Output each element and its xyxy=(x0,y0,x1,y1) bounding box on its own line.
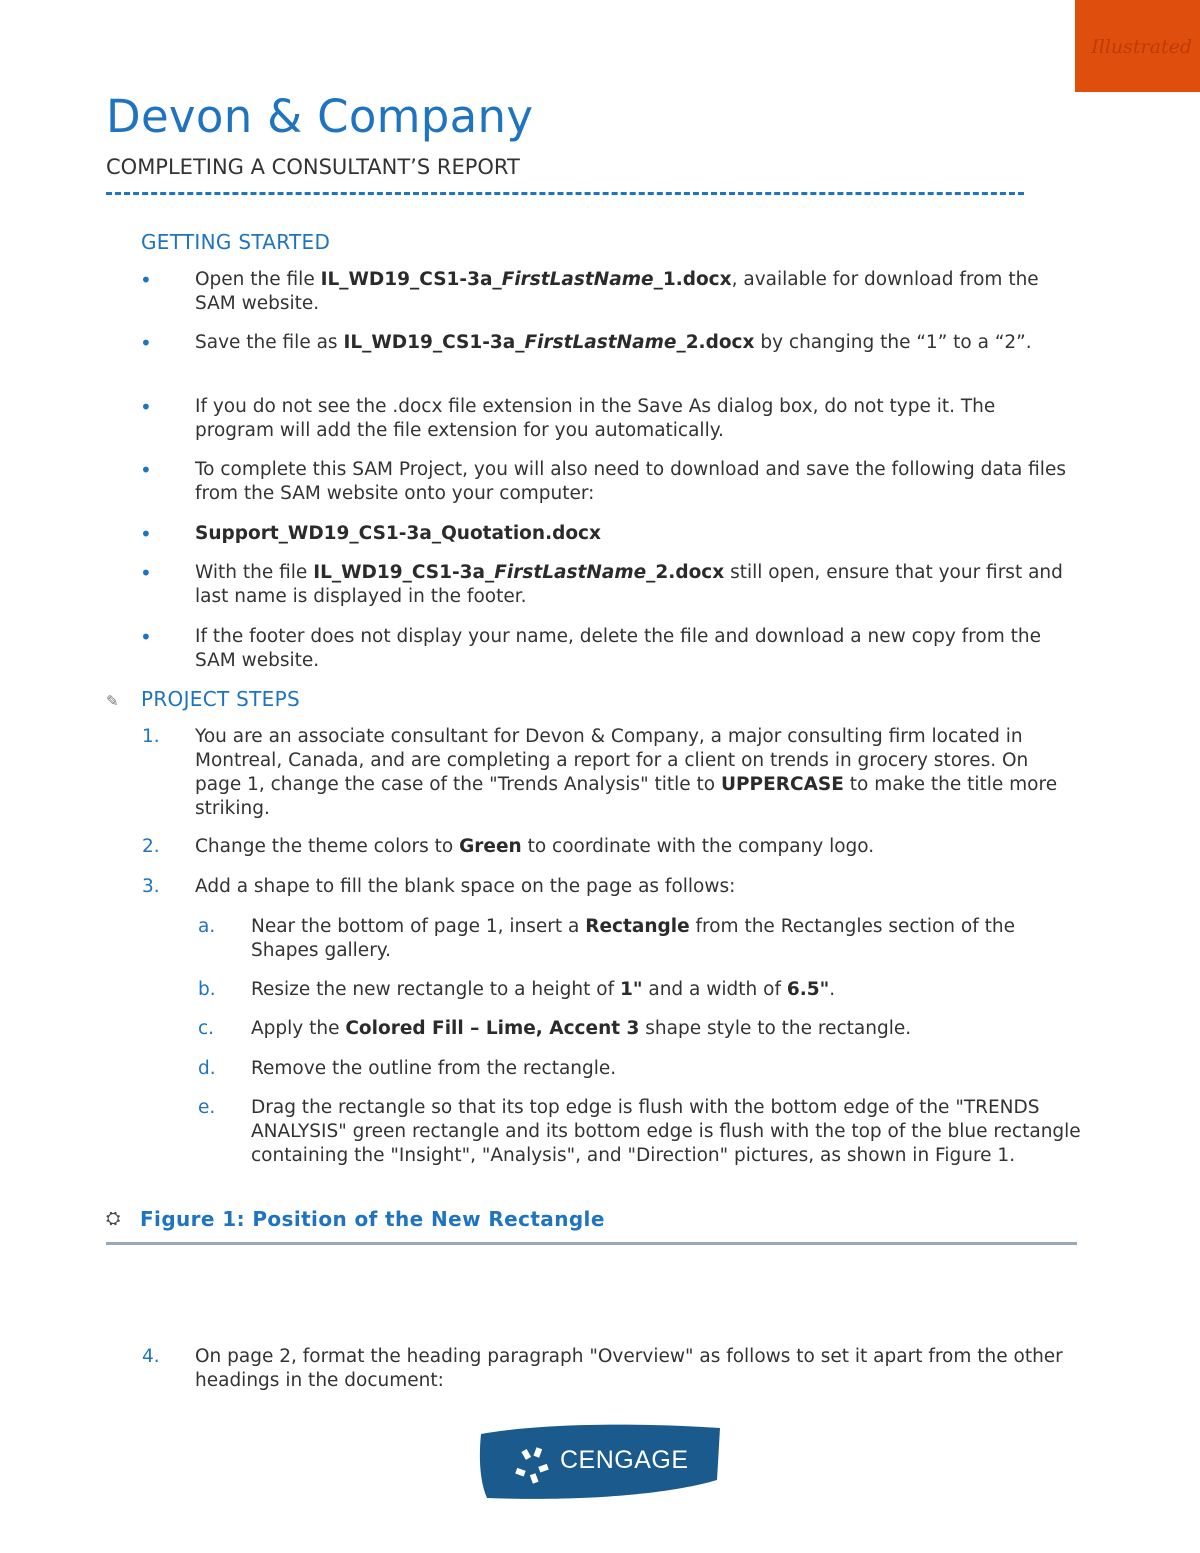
emphasis-text: IL_WD19_CS1-3a_ xyxy=(343,332,525,353)
list-item xyxy=(195,625,1080,673)
emphasis-text: _1.docx xyxy=(653,269,732,290)
getting-started-heading: GETTING STARTED xyxy=(141,230,331,254)
list-item xyxy=(195,268,1080,316)
substep-item xyxy=(251,978,1081,1002)
list-item xyxy=(195,395,1080,443)
cengage-logo-text: CENGAGE xyxy=(560,1446,689,1474)
substep-item xyxy=(251,1057,1081,1081)
step-number: 2. xyxy=(142,836,160,857)
emphasis-text: _2.docx xyxy=(676,332,755,353)
text-run: To complete this SAM Project, you will also need to download and save the following data files from the SAM website onto your computer: xyxy=(195,459,1066,504)
step-number: 1. xyxy=(142,726,160,747)
emphasis-text: _2.docx xyxy=(646,562,725,583)
text-run: Remove the outline from the rectangle. xyxy=(251,1058,617,1079)
bullet-marker: • xyxy=(140,522,152,546)
document-title: Devon & Company xyxy=(106,90,534,143)
emphasis-text: Green xyxy=(459,836,522,857)
step-item xyxy=(195,725,1080,821)
figure-icon: ⛭ xyxy=(106,1208,121,1229)
text-run: Apply the xyxy=(251,1018,346,1039)
step-item xyxy=(195,835,1080,859)
corner-tab xyxy=(1075,0,1200,92)
text-run: Add a shape to fill the blank space on the page as follows: xyxy=(195,876,736,897)
text-run: With the file xyxy=(195,562,314,583)
text-run: . xyxy=(829,979,836,1000)
text-run: shape style to the rectangle. xyxy=(639,1018,912,1039)
text-run: by changing the “1” to a “2”. xyxy=(754,332,1032,353)
text-run: to coordinate with the company logo. xyxy=(521,836,875,857)
substep-item xyxy=(251,1017,1081,1041)
substep-letter: b. xyxy=(198,979,216,1000)
text-run: Drag the rectangle so that its top edge is flush with the bottom edge of the "TRENDS ANALYSIS" green rectangle and its bottom edge is flush with the top of the blue rectangle containing the "Insight", "Analysis", and "Direction" pictures, as shown in Figure 1. xyxy=(251,1097,1081,1166)
emphasis-text: FirstLastName xyxy=(524,332,677,353)
list-item xyxy=(195,458,1080,506)
list-item xyxy=(195,331,1080,355)
bullet-marker: • xyxy=(140,625,152,649)
emphasis-text: 1" xyxy=(619,979,643,1000)
list-item xyxy=(195,561,1080,609)
text-run: Save the file as xyxy=(195,332,344,353)
text-run: Near the bottom of page 1, insert a xyxy=(251,916,586,937)
emphasis-text: UPPERCASE xyxy=(720,774,844,795)
text-run: to make the title more striking. xyxy=(195,774,1058,819)
steps-icon: ✎ xyxy=(106,692,119,710)
text-run: You are an associate consultant for Devon & Company, a major consulting firm located in Montreal, Canada, and are completing a report for a client on trends in grocery stores. On page 1, change the case of the "Trends Analysis" title to xyxy=(195,726,1029,795)
emphasis-text: Support_WD19_CS1-3a_Quotation.docx xyxy=(195,523,601,544)
step-item xyxy=(195,875,1080,899)
emphasis-text: 6.5" xyxy=(786,979,830,1000)
emphasis-text: IL_WD19_CS1-3a_ xyxy=(320,269,502,290)
document-subtitle: COMPLETING A CONSULTANT’S REPORT xyxy=(106,155,520,179)
emphasis-text: IL_WD19_CS1-3a_ xyxy=(313,562,495,583)
text-run: Open the file xyxy=(195,269,321,290)
bullet-marker: • xyxy=(140,268,152,292)
figure-divider xyxy=(106,1242,1077,1245)
bullet-marker: • xyxy=(140,561,152,585)
bullet-marker: • xyxy=(140,395,152,419)
substep-letter: e. xyxy=(198,1097,216,1118)
emphasis-text: FirstLastName xyxy=(494,562,647,583)
list-item xyxy=(195,522,1080,546)
text-run: If you do not see the .docx file extension in the Save As dialog box, do not type it. The program will add the file extension for you automatically. xyxy=(195,396,996,441)
substep-letter: c. xyxy=(198,1018,215,1039)
substep-item xyxy=(251,915,1081,963)
substep-item xyxy=(251,1096,1081,1168)
substep-letter: d. xyxy=(198,1058,216,1079)
emphasis-text: FirstLastName xyxy=(501,269,654,290)
bullet-marker: • xyxy=(140,458,152,482)
text-run: and a width of xyxy=(642,979,787,1000)
dashed-divider xyxy=(106,192,1024,195)
emphasis-text: Colored Fill – Lime, Accent 3 xyxy=(345,1018,640,1039)
step-number: 3. xyxy=(142,876,160,897)
text-run: Change the theme colors to xyxy=(195,836,460,857)
text-run: , available for download from the SAM website. xyxy=(195,269,1039,314)
tab-label: Illustrated xyxy=(1091,36,1192,58)
step-number: 4. xyxy=(142,1346,160,1367)
text-run: If the footer does not display your name, delete the file and download a new copy from the SAM website. xyxy=(195,626,1041,671)
emphasis-text: Rectangle xyxy=(585,916,690,937)
figure-caption: Figure 1: Position of the New Rectangle xyxy=(140,1207,605,1231)
step-item xyxy=(195,1345,1080,1393)
text-run: On page 2, format the heading paragraph "Overview" as follows to set it apart from the other headings in the document: xyxy=(195,1346,1063,1391)
project-steps-heading: PROJECT STEPS xyxy=(141,687,300,711)
bullet-marker: • xyxy=(140,331,152,355)
text-run: from the Rectangles section of the Shapes gallery. xyxy=(251,916,1015,961)
substep-letter: a. xyxy=(198,916,216,937)
text-run: Resize the new rectangle to a height of xyxy=(251,979,620,1000)
text-run: still open, ensure that your first and last name is displayed in the footer. xyxy=(195,562,1063,607)
